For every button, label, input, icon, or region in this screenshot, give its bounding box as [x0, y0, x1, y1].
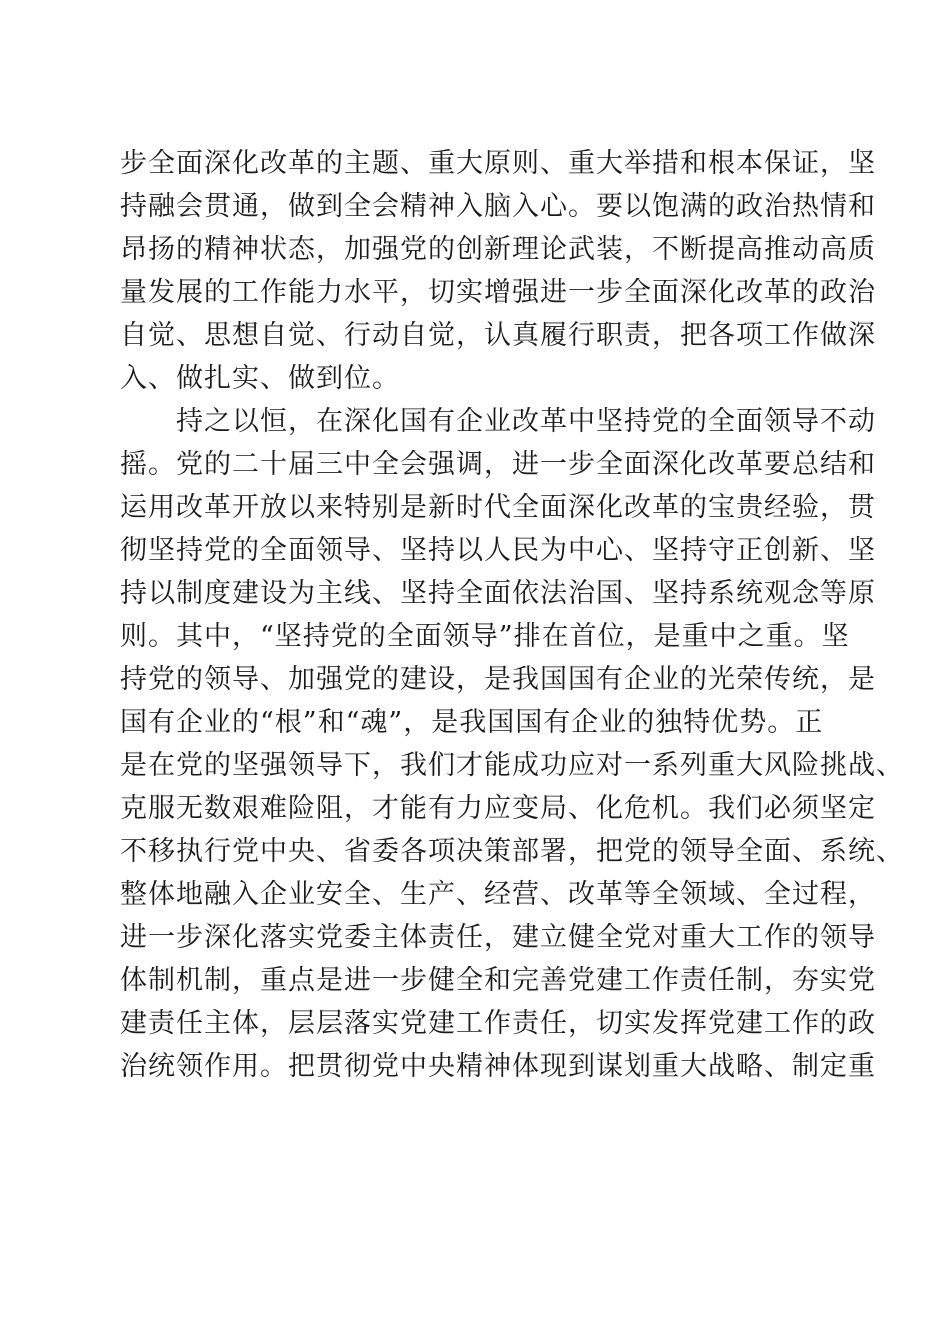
text-line: 进一步深化落实党委主体责任，建立健全党对重大工作的领导 — [120, 922, 876, 953]
paragraph-2 — [120, 400, 904, 1088]
text-line: 持之以恒，在深化国有企业改革中坚持党的全面领导不动 — [176, 406, 876, 437]
text-line: 量发展的工作能力水平，切实增强进一步全面深化改革的政治 — [120, 277, 876, 308]
paragraph-1 — [120, 142, 876, 400]
text-line: 持党的领导、加强党的建设，是我国国有企业的光荣传统，是 — [120, 664, 876, 695]
text-line: 自觉、思想自觉、行动自觉，认真履行职责，把各项工作做深 — [120, 320, 876, 351]
text-line: 不移执行党中央、省委各项决策部署，把党的领导全面、系统、 — [120, 836, 904, 867]
text-line: 彻坚持党的全面领导、坚持以人民为中心、坚持守正创新、坚 — [120, 535, 876, 566]
text-line: 步全面深化改革的主题、重大原则、重大举措和根本保证，坚 — [120, 148, 876, 179]
text-line: 入、做扎实、做到位。 — [120, 363, 400, 394]
text-line: 国有企业的“根”和“魂”，是我国国有企业的独特优势。正 — [120, 707, 824, 738]
text-line: 运用改革开放以来特别是新时代全面深化改革的宝贵经验，贯 — [120, 492, 876, 523]
text-line: 昂扬的精神状态，加强党的创新理论武装，不断提高推动高质 — [120, 234, 876, 265]
text-line: 整体地融入企业安全、生产、经营、改革等全领域、全过程， — [120, 879, 876, 910]
text-line: 建责任主体，层层落实党建工作责任，切实发挥党建工作的政 — [120, 1008, 876, 1039]
text-line: 持以制度建设为主线、坚持全面依法治国、坚持系统观念等原 — [120, 578, 876, 609]
text-line: 是在党的坚强领导下，我们才能成功应对一系列重大风险挑战、 — [120, 750, 904, 781]
text-line: 体制机制，重点是进一步健全和完善党建工作责任制，夯实党 — [120, 965, 876, 996]
text-line: 摇。党的二十届三中全会强调，进一步全面深化改革要总结和 — [120, 449, 876, 480]
text-line: 则。其中，“坚持党的全面领导”排在首位，是重中之重。坚 — [120, 621, 850, 652]
text-line: 治统领作用。把贯彻党中央精神体现到谋划重大战略、制定重 — [120, 1051, 876, 1082]
text-line: 克服无数艰难险阻，才能有力应变局、化危机。我们必须坚定 — [120, 793, 876, 824]
text-line: 持融会贯通，做到全会精神入脑入心。要以饱满的政治热情和 — [120, 191, 876, 222]
body-text — [120, 142, 904, 1088]
